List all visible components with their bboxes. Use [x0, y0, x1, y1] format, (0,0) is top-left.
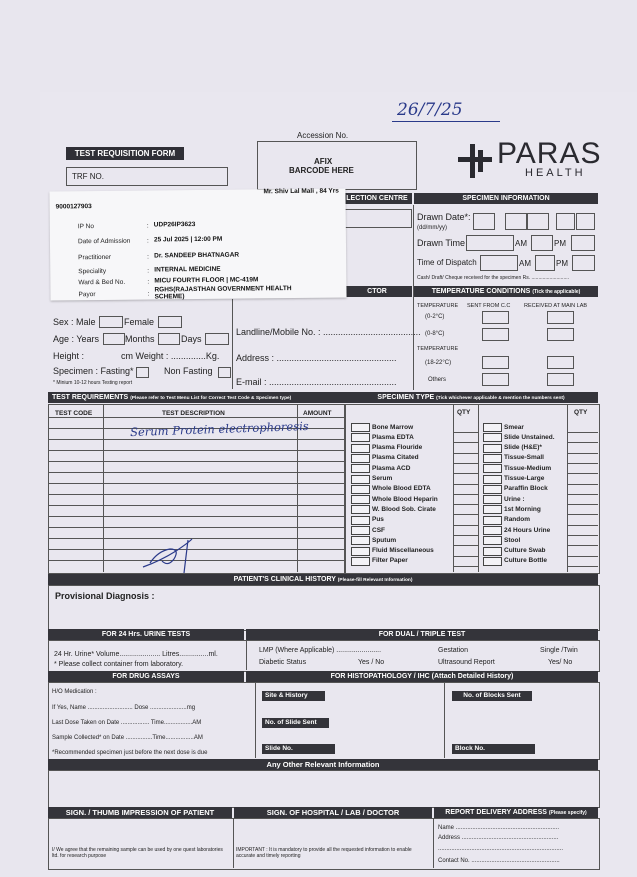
last-dose-label: Last Dose Taken on Date ................. Time.................AM	[52, 720, 202, 726]
sticker-ip-sep: :	[146, 222, 149, 230]
specimen-qty-cell[interactable]	[568, 432, 598, 433]
sticker-ward-sep: :	[147, 278, 150, 286]
specimen-checkbox[interactable]	[351, 536, 370, 545]
temp-row-2-sent[interactable]	[482, 328, 509, 341]
sticker-ward-value: MICU FOURTH FLOOR | MC-419M	[154, 276, 259, 285]
lmp-label: LMP (Where Applicable) .......................	[259, 647, 382, 654]
temp-others: Others	[428, 377, 447, 383]
sticker-payor-sep: :	[147, 290, 150, 298]
specimen-label: Bone Marrow	[372, 423, 414, 431]
drawn-date-box-5[interactable]	[576, 213, 595, 230]
histo-header: FOR HISTOPATHOLOGY / IHC (Attach Detailed History)	[246, 671, 598, 682]
specimen-checkbox[interactable]	[351, 516, 370, 525]
age-label: Age : Years	[53, 334, 100, 344]
specimen-type-note: (Tick whichever applicable & mention the numbers sent)	[436, 396, 565, 401]
dispatch-am: AM	[519, 259, 531, 268]
test-table-row[interactable]	[48, 516, 344, 517]
specimen-checkbox[interactable]	[351, 485, 370, 494]
urine-volume: 24 Hr. Urine* Volume..................... Litres...............ml.	[54, 651, 218, 658]
clinical-title: PATIENT'S CLINICAL HISTORY	[233, 576, 336, 583]
urine-header: FOR 24 Hrs. URINE TESTS	[48, 629, 244, 640]
delivery-name[interactable]: Name ..............................................................	[438, 825, 560, 831]
specimen-checkbox[interactable]	[483, 505, 502, 514]
specimen-qty-cell[interactable]	[568, 463, 598, 464]
specimen-type-header	[344, 392, 598, 403]
sticker-mrn: 9000127903	[55, 203, 92, 211]
specimen-qty-cell[interactable]	[454, 525, 478, 526]
specimen-type-title: SPECIMEN TYPE	[377, 394, 435, 401]
temp-others-sent[interactable]	[482, 373, 509, 386]
patient-sticker	[49, 188, 346, 300]
temp-col-sent: SENT FROM C.C	[467, 303, 511, 309]
spec-col-divider-1	[453, 404, 454, 572]
specimen-checkbox[interactable]	[351, 454, 370, 463]
report-delivery-note: (Please specify)	[548, 810, 587, 816]
specimen-label: Plasma EDTA	[372, 433, 414, 441]
specimen-checkbox[interactable]	[483, 495, 502, 504]
specimen-checkbox[interactable]	[351, 557, 370, 566]
specimen-qty-cell[interactable]	[568, 453, 598, 454]
specimen-checkbox[interactable]	[351, 475, 370, 484]
temp-row-2-received[interactable]	[547, 328, 574, 341]
test-table-row[interactable]	[48, 494, 344, 495]
specimen-label: Filter Paper	[372, 557, 408, 565]
female-label: Female	[124, 317, 155, 327]
handwritten-strike	[140, 535, 200, 575]
temp-row-3-sent[interactable]	[482, 356, 509, 369]
sticker-speciality-value: INTERNAL MEDICINE	[154, 265, 221, 274]
ultrasound-label: Ultrasound Report	[438, 659, 495, 666]
specimen-checkbox[interactable]	[351, 495, 370, 504]
fasting-note: * Minium 10-12 hours Testing report	[53, 380, 133, 386]
specimen-checkbox[interactable]	[351, 423, 370, 432]
temperature-header	[414, 286, 598, 297]
specimen-label: Fluid Miscellaneous	[372, 547, 434, 555]
handwritten-test-description: Serum Protein electrophoresis	[129, 418, 309, 440]
specimen-checkbox[interactable]	[483, 557, 502, 566]
specimen-qty-cell[interactable]	[568, 514, 598, 515]
temp-row-1-sent[interactable]	[482, 311, 509, 324]
landline-label: Landline/Mobile No. : .......................................	[236, 327, 421, 337]
months-box[interactable]	[158, 333, 180, 345]
drawn-time-box[interactable]	[466, 235, 514, 251]
slide-no-label: Slide No.	[262, 744, 335, 754]
specimen-qty-cell[interactable]	[568, 442, 598, 443]
specimen-qty-cell[interactable]	[454, 556, 478, 557]
specimen-label: Serum	[372, 475, 393, 482]
info-divider	[413, 205, 414, 390]
sticker-speciality-sep: :	[147, 267, 150, 275]
urine-note: * Please collect container from laboratory.	[54, 661, 184, 668]
specimen-checkbox[interactable]	[351, 433, 370, 442]
test-table-row[interactable]	[48, 417, 344, 418]
other-info-header: Any Other Relevant Information	[48, 759, 598, 770]
delivery-contact[interactable]: Contact No. .....................................................	[438, 858, 560, 864]
fasting-label: Specimen : Fasting*	[53, 366, 134, 376]
sticker-payor-label: Payor	[78, 291, 96, 299]
dispatch-pm-box[interactable]	[572, 255, 595, 271]
specimen-checkbox[interactable]	[483, 423, 502, 432]
collection-code-field[interactable]	[344, 209, 412, 228]
paras-logo-icon	[456, 142, 494, 180]
sign-patient-header: SIGN. / THUMB IMPRESSION OF PATIENT	[48, 807, 232, 818]
test-table-row[interactable]	[48, 483, 344, 484]
specimen-qty-cell[interactable]	[454, 514, 478, 515]
specimen-label: Paraffin Block	[504, 485, 548, 493]
temp-row-2: (0-8°C)	[425, 331, 445, 337]
fasting-box[interactable]	[136, 367, 149, 378]
sign-hospital-header: SIGN. OF HOSPITAL / LAB / DOCTOR	[234, 807, 432, 818]
doctor-header: CTOR	[342, 286, 412, 297]
specimen-qty-cell[interactable]	[568, 504, 598, 505]
test-table-row[interactable]	[48, 505, 344, 506]
slides-sent-label: No. of Slide Sent	[262, 718, 329, 728]
specimen-qty-cell[interactable]	[454, 473, 478, 474]
specimen-qty-cell[interactable]	[454, 453, 478, 454]
address-label: Address : ................................................	[236, 353, 397, 363]
drawn-date-box-1[interactable]	[473, 213, 495, 230]
temp-row-1-received[interactable]	[547, 311, 574, 324]
sticker-payor-value-1: RGHS(RAJASTHAN GOVERNMENT HEALTH	[154, 285, 292, 294]
drawn-time-am-box[interactable]	[531, 235, 553, 251]
temp-row-1: (0-2°C)	[425, 314, 445, 320]
important-text: IMPORTANT : It is mandatory to provide all the requested information to enable accurate and timely reporting	[236, 847, 412, 859]
dispatch-am-box[interactable]	[535, 255, 555, 271]
female-box[interactable]	[158, 316, 182, 328]
days-label: Days	[181, 334, 202, 344]
specimen-qty-cell[interactable]	[454, 484, 478, 485]
specimen-qty-cell[interactable]	[454, 432, 478, 433]
specimen-checkbox[interactable]	[483, 547, 502, 556]
specimen-checkbox[interactable]	[351, 464, 370, 473]
col-test-code: TEST CODE	[55, 410, 93, 417]
temperature-header-title: TEMPERATURE CONDITIONS	[431, 288, 531, 295]
dispatch-pm: PM	[556, 259, 568, 268]
drawn-time-pm-box[interactable]	[571, 235, 595, 251]
diabetic-label: Diabetic Status	[259, 659, 307, 666]
drawn-date-box-2[interactable]	[505, 213, 527, 230]
footer-divider-2	[433, 818, 434, 868]
site-history-label: Site & History	[262, 691, 325, 701]
specimen-label: Stool	[504, 536, 521, 544]
block-no-label: Block No.	[452, 744, 535, 754]
specimen-qty-cell[interactable]	[568, 556, 598, 557]
drug-histo-divider	[255, 682, 256, 758]
drug-header: FOR DRUG ASSAYS	[48, 671, 244, 682]
handwritten-date: 26/7/25	[397, 100, 463, 120]
specimen-qty-right: QTY	[574, 409, 588, 416]
spec-col-divider-3	[567, 404, 568, 572]
specimen-label: Smear	[504, 423, 524, 431]
email-label: E-mail : ...................................................	[236, 377, 397, 387]
sample-collected-label: Sample Collected* on Date ................Time.................AM	[52, 735, 203, 741]
specimen-info-header: SPECIMEN INFORMATION	[414, 193, 598, 204]
specimen-label: Plasma Flouride	[372, 444, 423, 452]
blocks-sent-label: No. of Blocks Sent	[452, 691, 532, 701]
brand-name: PARAS	[497, 137, 602, 170]
non-fasting-label: Non Fasting	[164, 366, 213, 376]
report-delivery-title: REPORT DELIVERY ADDRESS	[445, 809, 547, 816]
patient-divider	[232, 299, 233, 389]
if-yes-label: If Yes, Name ........................... Dose ......................mg	[52, 705, 196, 711]
drug-note: *Recommended specimen just before the next dose is due	[52, 750, 208, 756]
brand-sub: HEALTH	[525, 167, 586, 179]
specimen-label: Slide (H&E)*	[504, 444, 542, 452]
specimen-checkbox[interactable]	[351, 547, 370, 556]
specimen-label: 24 Hours Urine	[504, 526, 551, 534]
test-table-row[interactable]	[48, 472, 344, 473]
temp-others-received[interactable]	[547, 373, 574, 386]
sticker-doa-label: Date of Admission	[77, 237, 131, 246]
specimen-checkbox[interactable]	[483, 475, 502, 484]
specimen-checkbox[interactable]	[483, 536, 502, 545]
sticker-doa-value: 25 Jul 2025 | 12:00 PM	[153, 235, 223, 244]
specimen-label: Whole Blood Heparin	[372, 495, 438, 503]
specimen-label: Random	[504, 516, 530, 524]
ultrasound-yes-no: Yes/ No	[548, 659, 573, 666]
specimen-qty-cell[interactable]	[568, 535, 598, 536]
test-table-row[interactable]	[48, 527, 344, 528]
collection-centre-header: LECTION CENTRE	[342, 193, 412, 204]
consent-text: I/ We agree that the remaining sample can be used by one quest laboratories ltd. for research purpose	[52, 847, 223, 859]
form-title: TEST REQUISITION FORM	[66, 147, 184, 160]
days-box[interactable]	[205, 333, 229, 345]
drawn-date-box-3[interactable]	[527, 213, 549, 230]
dispatch-label: Time of Dispatch	[417, 258, 477, 267]
footer-divider-1	[233, 818, 234, 868]
specimen-label: CSF	[372, 526, 385, 534]
test-table-row[interactable]	[48, 439, 344, 440]
specimen-label: Whole Blood EDTA	[372, 485, 431, 493]
specimen-checkbox[interactable]	[351, 526, 370, 535]
drawn-time-am: AM	[515, 239, 527, 248]
specimen-label: Culture Swab	[504, 547, 546, 555]
specimen-qty-cell[interactable]	[568, 473, 598, 474]
specimen-checkbox[interactable]	[483, 444, 502, 453]
specimen-checkbox[interactable]	[483, 485, 502, 494]
sticker-ip-value: UDP26IP3623	[153, 221, 196, 229]
specimen-label: Tissue-Medium	[504, 464, 552, 472]
delivery-address-2[interactable]: ...........................................................................	[438, 846, 564, 852]
specimen-qty-cell[interactable]	[454, 566, 478, 567]
specimen-qty-cell[interactable]	[568, 484, 598, 485]
drawn-time-label: Drawn Time	[417, 238, 466, 248]
provisional-diagnosis-label: Provisional Diagnosis :	[55, 591, 155, 601]
male-box[interactable]	[99, 316, 123, 328]
sticker-practitioner-label: Practitioner	[78, 253, 112, 262]
specimen-checkbox[interactable]	[483, 526, 502, 535]
specimen-qty-cell[interactable]	[568, 545, 598, 546]
specimen-label: Tissue-Large	[504, 475, 545, 482]
specimen-label: Pus	[372, 516, 384, 524]
clinical-note: (Please-fill Relevant Information)	[337, 578, 413, 583]
specimen-qty-cell[interactable]	[568, 494, 598, 495]
trf-no-label: TRF NO.	[72, 172, 104, 181]
gestation-label: Gestation	[438, 647, 468, 654]
sticker-ip-label: IP No	[77, 223, 94, 231]
sticker-speciality-label: Speciality	[78, 267, 107, 276]
test-req-note: (Please refer to Test Menu List for Correct Test Code & Specimen type)	[130, 396, 292, 401]
sticker-payor-value-2: SCHEME)	[154, 293, 185, 301]
report-delivery-header	[434, 807, 598, 818]
specimen-label: 1st Morning	[504, 505, 541, 513]
specimen-qty-cell[interactable]	[568, 525, 598, 526]
medication-label: H/O Medication :	[52, 689, 97, 695]
specimen-qty-left: QTY	[457, 409, 471, 416]
cash-note: Cash/ Draft/ Cheque received for the specimen Rs. ...........................	[417, 275, 570, 281]
test-req-header	[48, 392, 344, 403]
sticker-ward-label: Ward & Bed No.	[78, 278, 126, 287]
sticker-patient-name: Mr. Shiv Lal Mali , 84 Yrs	[263, 187, 339, 196]
drawn-date-box-4[interactable]	[556, 213, 575, 230]
barcode-text-2: BARCODE HERE	[289, 166, 354, 175]
specimen-qty-cell[interactable]	[454, 535, 478, 536]
specimen-qty-cell[interactable]	[454, 494, 478, 495]
specimen-checkbox[interactable]	[351, 444, 370, 453]
specimen-qty-cell[interactable]	[454, 504, 478, 505]
years-box[interactable]	[103, 333, 125, 345]
specimen-label: Plasma ACD	[372, 464, 411, 472]
sticker-practitioner-sep: :	[147, 253, 149, 261]
dispatch-box[interactable]	[480, 255, 518, 271]
diabetic-yes-no: Yes / No	[358, 659, 385, 666]
test-req-title: TEST REQUIREMENTS	[52, 394, 129, 401]
specimen-checkbox[interactable]	[351, 505, 370, 514]
specimen-label: Culture Bottle	[504, 557, 547, 565]
non-fasting-box[interactable]	[218, 367, 231, 378]
dual-triple-header: FOR DUAL / TRIPLE TEST	[246, 629, 598, 640]
col-test-desc: TEST DESCRIPTION	[162, 410, 225, 417]
histo-divider	[444, 682, 445, 758]
barcode-text-1: AFIX	[314, 157, 333, 166]
drawn-time-pm: PM	[554, 239, 566, 248]
height-label: Height :	[53, 351, 85, 361]
specimen-label: W. Blood Sob. Cirate	[372, 505, 436, 513]
specimen-label: Slide Unstained.	[504, 433, 555, 441]
sticker-practitioner-value: Dr. SANDEEP BHATNAGAR	[154, 251, 240, 260]
drawn-date-label: Drawn Date*:	[417, 212, 471, 222]
specimen-label: Sputum	[372, 536, 397, 544]
specimen-checkbox[interactable]	[483, 433, 502, 442]
date-format: (dd/mm/yy)	[417, 225, 447, 231]
spec-col-divider-2	[478, 404, 479, 572]
specimen-label: Tissue-Small	[504, 454, 544, 462]
specimen-qty-cell[interactable]	[454, 545, 478, 546]
months-label: Months	[125, 334, 155, 344]
specimen-qty-cell[interactable]	[568, 566, 598, 567]
specimen-label: Urine :	[504, 495, 525, 503]
temp-col-received: RECEIVED AT MAIN LAB	[524, 303, 588, 309]
specimen-qty-cell[interactable]	[454, 442, 478, 443]
specimen-label: Plasma Citated	[372, 454, 419, 462]
other-info-area[interactable]	[48, 770, 600, 808]
col-amount: AMOUNT	[303, 410, 332, 417]
single-twin: Single /Twin	[540, 647, 578, 654]
specimen-checkbox[interactable]	[483, 516, 502, 525]
sticker-doa-sep: :	[146, 237, 149, 245]
sex-label: Sex : Male	[53, 317, 96, 327]
temp-label-2: TEMPERATURE	[417, 346, 459, 352]
delivery-address[interactable]: Address ..........................................................	[438, 835, 559, 841]
date-underline	[392, 121, 500, 122]
test-table-row[interactable]	[48, 461, 344, 462]
test-table-row[interactable]	[48, 450, 344, 451]
specimen-qty-cell[interactable]	[454, 463, 478, 464]
urine-divider	[246, 640, 247, 670]
temp-row-3: (18-22°C)	[425, 360, 452, 366]
weight-label: cm Weight : ..............Kg.	[121, 351, 220, 361]
specimen-checkbox[interactable]	[483, 464, 502, 473]
clinical-header	[48, 574, 598, 585]
temp-row-3-received[interactable]	[547, 356, 574, 369]
accession-label: Accession No.	[297, 131, 349, 140]
temperature-header-note: (Tick the applicable)	[532, 289, 581, 295]
specimen-checkbox[interactable]	[483, 454, 502, 463]
temp-col-label: TEMPERATURE	[417, 303, 459, 309]
test-col-divider-1	[103, 404, 104, 572]
